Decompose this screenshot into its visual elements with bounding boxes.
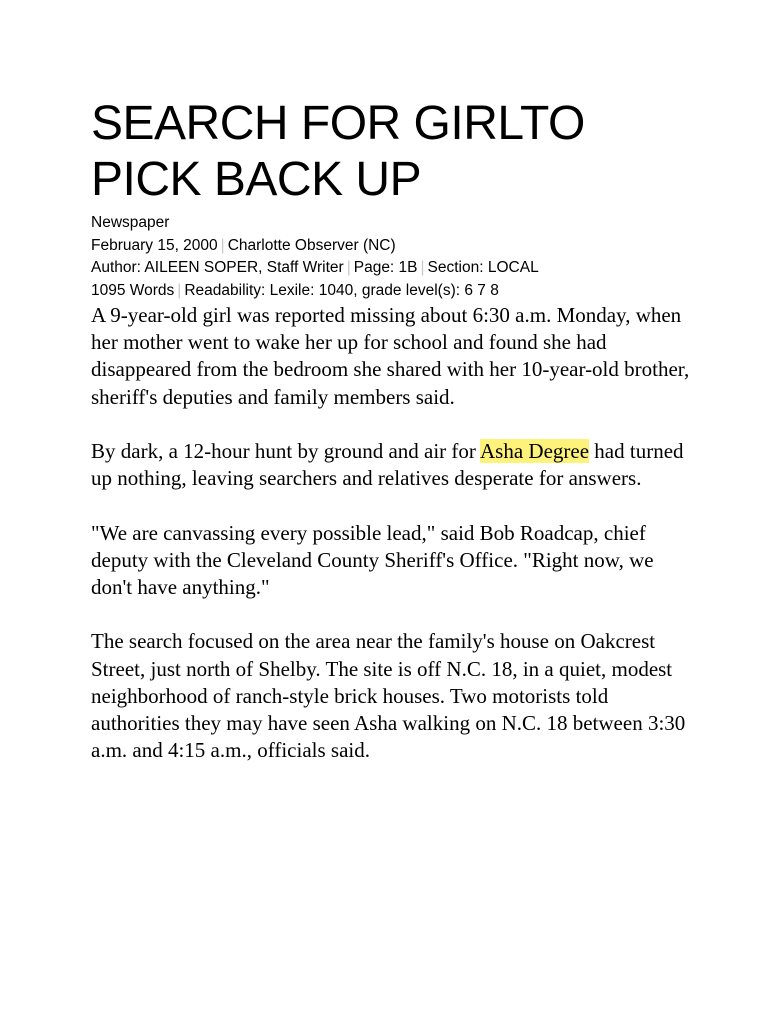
headline-line-1: SEARCH FOR GIRLTO: [91, 97, 585, 150]
paragraph-1: A 9-year-old girl was reported missing about 6:30 a.m. Monday, when her mother went to wake her up for school and found she had disappeared from the bedroom she shared with her 10-year-old brother, sheriff's deputies and family members said.: [91, 303, 690, 409]
separator: |: [420, 259, 425, 276]
article-metadata: [91, 212, 691, 302]
meta-author-line: [91, 257, 691, 280]
separator: |: [220, 236, 225, 254]
paragraph-2: [91, 438, 691, 492]
meta-type-line: [91, 212, 691, 235]
readability-info: Readability: Lexile: 1040, grade level(s): 6 7 8: [184, 281, 499, 299]
article-date: February 15, 2000: [91, 236, 218, 254]
article-author: Author: AILEEN SOPER, Staff Writer: [91, 259, 344, 276]
headline-line-2: PICK BACK UP: [91, 153, 422, 206]
separator: |: [346, 259, 351, 276]
separator: |: [177, 281, 182, 299]
paragraph-2-text-before: By dark, a 12-hour hunt by ground and air for: [91, 439, 481, 463]
paragraph-4: The search focused on the area near the family's house on Oakcrest Street, just north of Shelby. The site is off N.C. 18, in a quiet, modest neighborhood of ranch-style brick houses. Two motorists told authorities they may have seen Asha walking on N.C. 18 between 3:30 a.m. and 4:15 a.m., officials said.: [91, 629, 686, 763]
article-section: Section: LOCAL: [427, 259, 539, 276]
publication-name: Charlotte Observer (NC): [227, 236, 396, 254]
article-page-number: Page: 1B: [353, 259, 418, 276]
headline: [91, 96, 691, 208]
article-type: Newspaper: [91, 214, 170, 231]
word-count: 1095 Words: [91, 281, 175, 299]
article-page: [91, 96, 691, 792]
paragraph-3: "We are canvassing every possible lead," said Bob Roadcap, chief deputy with the Cleveland County Sheriff's Office. "Right now, we don't have anything.": [91, 520, 654, 599]
article-body: [91, 302, 691, 764]
meta-date-line: [91, 235, 691, 258]
highlighted-name: Asha Degree: [480, 439, 590, 463]
meta-stats-line: [91, 280, 691, 303]
paragraph-2-text-after: had turned up nothing, leaving searchers and relatives desperate for answers.: [91, 439, 684, 491]
